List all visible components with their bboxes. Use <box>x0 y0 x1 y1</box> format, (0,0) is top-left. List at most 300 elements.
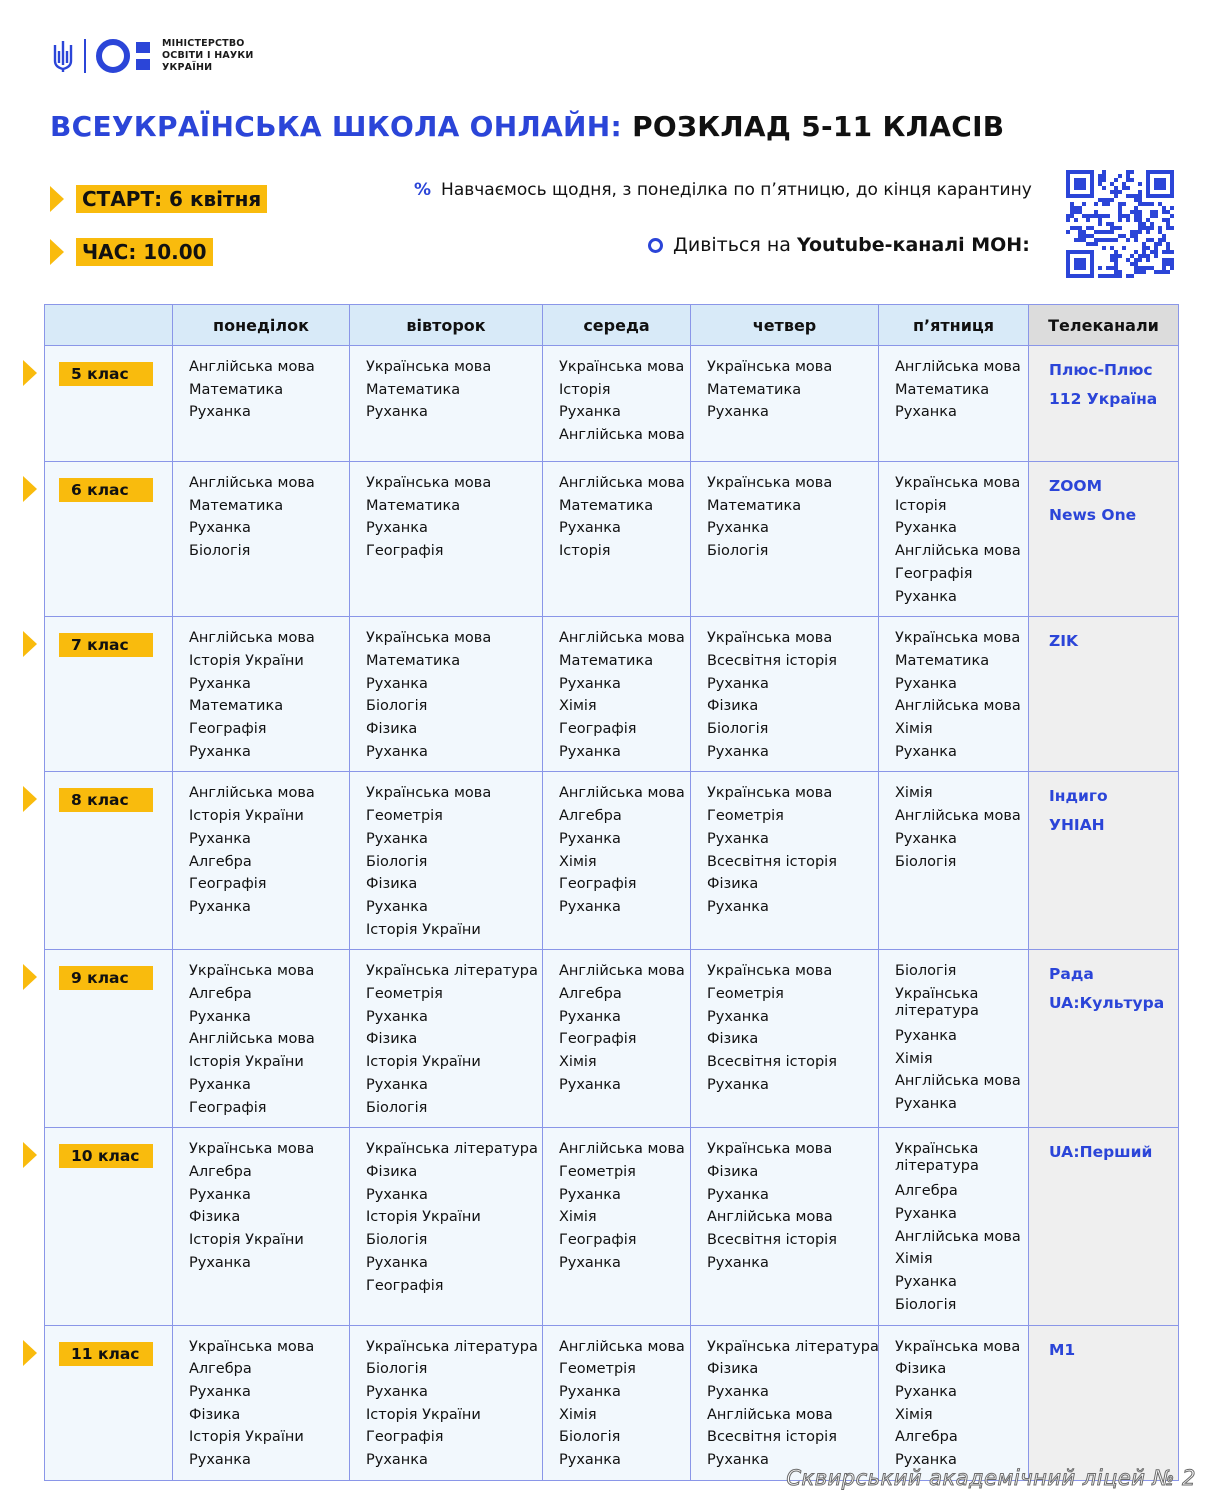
title-part-1: ВСЕУКРАЇНСЬКА ШКОЛА ОНЛАЙН: <box>50 110 623 143</box>
day-cell <box>543 1128 691 1325</box>
start-badge: СТАРТ: 6 квітня <box>76 185 267 213</box>
subject-item: Біологія <box>559 1429 621 1446</box>
subject-item: Хімія <box>895 721 933 738</box>
subject-item: Англійська мова <box>895 1073 1021 1090</box>
study-info-text: Навчаємось щодня, з понеділка по п’ятницю, до кінця карантину <box>441 180 1032 200</box>
subject-item: Руханка <box>707 520 769 537</box>
subject-item: Математика <box>559 497 654 514</box>
subject-item: Руханка <box>366 1008 428 1025</box>
ministry-logo <box>52 36 254 76</box>
subject-item: Всесвітня історія <box>707 1429 837 1446</box>
class-label: 9 клас <box>59 966 153 990</box>
circle-icon <box>648 238 663 253</box>
day-cell <box>879 950 1029 1128</box>
subject-item: Алгебра <box>189 853 252 870</box>
subject-item: Руханка <box>707 1383 769 1400</box>
subject-item: Українська мова <box>366 785 492 802</box>
day-cell <box>173 950 350 1128</box>
subject-item: Хімія <box>559 1209 597 1226</box>
class-cell <box>45 346 173 462</box>
subject-item: Географія <box>559 1031 637 1048</box>
class-cell <box>45 950 173 1128</box>
subject-item: Фізика <box>189 1406 241 1423</box>
tv-channels-cell <box>1029 462 1179 617</box>
subject-item: Руханка <box>707 1452 769 1469</box>
subject-item: Руханка <box>189 1076 251 1093</box>
subject-item: Руханка <box>366 1254 428 1271</box>
tv-channel-link[interactable]: ZOOM <box>1049 477 1103 495</box>
subject-item: Фізика <box>707 1031 759 1048</box>
subject-item: Руханка <box>366 1383 428 1400</box>
subject-item: Руханка <box>559 1383 621 1400</box>
day-cell <box>543 617 691 772</box>
subject-item: Геометрія <box>559 1163 636 1180</box>
subject-item: Руханка <box>366 1186 428 1203</box>
day-cell <box>350 1128 543 1325</box>
day-cell <box>879 462 1029 617</box>
subject-item: Англійська мова <box>189 475 315 491</box>
title-part-2: РОЗКЛАД 5-11 КЛАСІВ <box>632 110 1005 143</box>
subject-item: Англійська мова <box>895 808 1021 825</box>
day-cell <box>691 462 879 617</box>
ministry-name <box>162 38 254 74</box>
class-column-header <box>45 305 173 346</box>
subject-item: Хімія <box>559 698 597 715</box>
arrow-icon <box>23 360 37 386</box>
subject-item: Українська мова <box>366 359 492 375</box>
tv-channel-link[interactable]: UA:Культура <box>1049 994 1165 1013</box>
subject-item: Англійська мова <box>559 427 685 444</box>
subject-item: Руханка <box>707 830 769 847</box>
subject-item: Руханка <box>707 1008 769 1025</box>
subject-item: Алгебра <box>895 1429 958 1446</box>
subject-item: Фізика <box>707 1163 759 1180</box>
subject-item: Фізика <box>366 721 418 738</box>
day-cell <box>691 346 879 462</box>
subject-item: Руханка <box>707 898 769 915</box>
day-cell <box>173 462 350 617</box>
subject-item: Руханка <box>189 1186 251 1203</box>
subject-item: Руханка <box>895 1028 957 1045</box>
subject-item: Геометрія <box>559 1361 636 1378</box>
subject-item: Історія <box>559 543 611 560</box>
subject-item: Руханка <box>366 404 428 421</box>
subject-item: Руханка <box>366 898 428 915</box>
subject-item: Географія <box>189 1099 267 1116</box>
subject-item: Географія <box>366 1429 444 1446</box>
subject-item: Англійська мова <box>189 630 315 647</box>
subject-item: Фізика <box>189 1209 241 1226</box>
subject-item: Руханка <box>189 1008 251 1025</box>
subject-item: Хімія <box>895 1406 933 1423</box>
percent-icon: % <box>414 180 432 200</box>
tv-channel-link[interactable]: News One <box>1049 506 1137 524</box>
subject-item: Алгебра <box>559 808 622 825</box>
subject-item: Руханка <box>559 1452 621 1469</box>
subject-item: Руханка <box>895 1383 957 1400</box>
subject-item: Руханка <box>189 1383 251 1400</box>
subject-item: Руханка <box>189 1452 251 1469</box>
subject-item: Українська мова <box>366 475 492 491</box>
subject-item: Руханка <box>189 743 251 760</box>
day-cell <box>173 617 350 772</box>
subject-item: Алгебра <box>189 1361 252 1378</box>
arrow-icon <box>23 964 37 990</box>
subject-item: Руханка <box>189 898 251 915</box>
day-cell <box>173 1128 350 1325</box>
subject-item: Руханка <box>895 830 957 847</box>
subject-item: Фізика <box>366 1031 418 1048</box>
subject-item: Фізика <box>707 876 759 893</box>
class-label: 10 клас <box>59 1144 153 1168</box>
subject-item: Математика <box>189 381 284 398</box>
subject-item: Географія <box>189 721 267 738</box>
subject-item: Руханка <box>895 1274 957 1291</box>
subject-item: Географія <box>189 876 267 893</box>
subject-item: Історія <box>895 497 947 514</box>
subject-item: Українська мова <box>707 963 833 980</box>
subject-item: Українська мова <box>189 1141 315 1158</box>
day-cell <box>691 1128 879 1325</box>
watch-info <box>648 234 1030 256</box>
tv-channels-cell <box>1029 1128 1179 1325</box>
subject-item: Біологія <box>189 543 251 560</box>
subject-item: Руханка <box>189 520 251 537</box>
subject-item: Українська література <box>366 963 538 980</box>
subject-item: Руханка <box>559 520 621 537</box>
class-cell <box>45 1128 173 1325</box>
subject-item: Англійська мова <box>189 785 315 802</box>
day-cell <box>350 1325 543 1480</box>
subject-item: Географія <box>559 721 637 738</box>
youtube-channel-link[interactable]: Youtube-каналі МОН: <box>796 234 1030 256</box>
page-title <box>50 110 1004 143</box>
tv-channels-cell <box>1029 346 1179 462</box>
subject-item: Математика <box>189 497 284 514</box>
subject-item: Історія України <box>189 808 304 825</box>
subject-item: Українська мова <box>559 359 685 375</box>
moe-mark-icon <box>96 39 150 73</box>
day-header: середа <box>543 305 691 346</box>
subject-item: Всесвітня історія <box>707 1232 837 1249</box>
subject-item: Біологія <box>366 1099 428 1116</box>
class-cell <box>45 462 173 617</box>
subject-item: Географія <box>366 1277 444 1294</box>
subject-item: Всесвітня історія <box>707 853 837 870</box>
subject-item: Англійська мова <box>895 543 1021 560</box>
subject-item: Англійська мова <box>189 359 315 375</box>
subject-item: Фізика <box>707 698 759 715</box>
subject-item: Руханка <box>366 520 428 537</box>
subject-item: Руханка <box>189 830 251 847</box>
subject-item: Математика <box>559 652 654 669</box>
subject-item: Біологія <box>895 1296 957 1313</box>
class-cell <box>45 1325 173 1480</box>
subject-item: Історія України <box>189 1054 304 1071</box>
subject-item: Руханка <box>366 830 428 847</box>
class-cell <box>45 617 173 772</box>
subject-item: Хімія <box>559 853 597 870</box>
day-cell <box>879 772 1029 950</box>
day-cell <box>691 617 879 772</box>
tv-channel-link[interactable]: 112 Україна <box>1049 390 1158 408</box>
day-header: понеділок <box>173 305 350 346</box>
subject-item: Українська література <box>895 1141 979 1175</box>
table-row <box>45 462 1179 617</box>
day-header: вівторок <box>350 305 543 346</box>
subject-item: Біологія <box>366 1232 428 1249</box>
subject-item: Хімія <box>559 1054 597 1071</box>
day-cell <box>543 1325 691 1480</box>
subject-item: Руханка <box>707 1076 769 1093</box>
subject-item: Руханка <box>189 1254 251 1271</box>
subject-item: Математика <box>707 497 802 514</box>
subject-item: Географія <box>366 543 444 560</box>
subject-item: Українська мова <box>895 475 1021 491</box>
day-cell <box>879 617 1029 772</box>
subject-item: Історія України <box>189 1429 304 1446</box>
subject-item: Англійська мова <box>189 1031 315 1048</box>
subject-item: Англійська мова <box>895 1228 1021 1245</box>
subject-item: Математика <box>895 652 990 669</box>
subject-item: Історія України <box>366 921 481 938</box>
day-cell <box>350 772 543 950</box>
watch-prefix: Дивіться на <box>673 234 791 256</box>
subject-item: Руханка <box>559 1254 621 1271</box>
subject-item: Руханка <box>366 743 428 760</box>
subject-item: Українська мова <box>707 785 833 802</box>
day-cell <box>173 772 350 950</box>
tv-channels-cell <box>1029 617 1179 772</box>
day-header: п’ятниця <box>879 305 1029 346</box>
subject-item: Історія України <box>366 1406 481 1423</box>
table-row <box>45 950 1179 1128</box>
subject-item: Руханка <box>559 1076 621 1093</box>
subject-item: Українська мова <box>707 475 833 491</box>
subject-item: Українська література <box>366 1338 538 1355</box>
subject-item: Руханка <box>559 404 621 421</box>
subject-item: Англійська мова <box>559 475 685 491</box>
tv-channel-link[interactable]: UA:Перший <box>1049 1143 1153 1162</box>
subject-item: Математика <box>366 497 461 514</box>
subject-item: Українська література <box>895 986 979 1020</box>
subject-item: Хімія <box>559 1406 597 1423</box>
study-info <box>414 180 1032 200</box>
day-cell <box>350 462 543 617</box>
day-cell <box>691 1325 879 1480</box>
subject-item: Всесвітня історія <box>707 1054 837 1071</box>
tv-channel-link[interactable]: УНІАН <box>1049 816 1105 835</box>
qr-code-icon[interactable] <box>1066 170 1174 278</box>
arrow-icon <box>23 786 37 812</box>
subject-item: Біологія <box>366 698 428 715</box>
ministry-name-line: МІНІСТЕРСТВО <box>162 38 245 49</box>
subject-item: Алгебра <box>559 986 622 1003</box>
class-label: 7 клас <box>59 633 153 657</box>
subject-item: Українська література <box>366 1141 538 1158</box>
tv-channel-link[interactable]: Плюс-Плюс <box>1049 361 1153 379</box>
table-header-row <box>45 305 1179 346</box>
trident-icon <box>52 39 74 73</box>
subject-item: Хімія <box>895 1251 933 1268</box>
subject-item: Руханка <box>559 1186 621 1203</box>
tv-channel-link[interactable]: Рада <box>1049 965 1094 984</box>
subject-item: Руханка <box>559 830 621 847</box>
logo-separator <box>84 39 86 73</box>
subject-item: Українська мова <box>189 963 315 980</box>
tv-channel-link[interactable]: Індиго <box>1049 787 1108 806</box>
tv-channel-link[interactable]: M1 <box>1049 1340 1076 1359</box>
class-label: 5 клас <box>59 362 153 386</box>
arrow-icon <box>23 476 37 502</box>
arrow-icon <box>23 1340 37 1366</box>
arrow-icon <box>23 1142 37 1168</box>
subject-item: Англійська мова <box>559 785 685 802</box>
subject-item: Руханка <box>366 675 428 692</box>
subject-item: Українська мова <box>707 359 833 375</box>
subject-item: Руханка <box>366 1076 428 1093</box>
subject-item: Англійська мова <box>895 359 1021 375</box>
day-header: четвер <box>691 305 879 346</box>
tv-channels-header: Телеканали <box>1029 305 1179 346</box>
subject-item: Географія <box>559 876 637 893</box>
subject-item: Математика <box>707 381 802 398</box>
subject-item: Геометрія <box>366 986 443 1003</box>
subject-item: Географія <box>895 565 973 582</box>
arrow-icon <box>50 239 64 265</box>
day-cell <box>350 346 543 462</box>
day-cell <box>350 617 543 772</box>
subject-item: Хімія <box>895 785 933 802</box>
table-row <box>45 772 1179 950</box>
subject-item: Англійська мова <box>559 1141 685 1158</box>
day-cell <box>350 950 543 1128</box>
subject-item: Українська мова <box>189 1338 315 1355</box>
subject-item: Руханка <box>559 1008 621 1025</box>
tv-channels-cell <box>1029 772 1179 950</box>
subject-item: Англійська мова <box>559 963 685 980</box>
day-cell <box>173 346 350 462</box>
ministry-name-line: ОСВІТИ І НАУКИ <box>162 50 254 61</box>
day-cell <box>879 1128 1029 1325</box>
subject-item: Руханка <box>559 898 621 915</box>
subject-item: Руханка <box>895 588 957 605</box>
arrow-icon <box>23 631 37 657</box>
subject-item: Історія <box>559 381 611 398</box>
subject-item: Біологія <box>895 853 957 870</box>
table-row <box>45 617 1179 772</box>
subject-item: Біологія <box>707 721 769 738</box>
day-cell <box>543 462 691 617</box>
subject-item: Англійська мова <box>559 630 685 647</box>
subject-item: Історія України <box>366 1054 481 1071</box>
subject-item: Біологія <box>895 963 957 980</box>
subject-item: Руханка <box>707 1186 769 1203</box>
subject-item: Біологія <box>366 1361 428 1378</box>
subject-item: Руханка <box>895 743 957 760</box>
subject-item: Руханка <box>707 675 769 692</box>
table-row <box>45 346 1179 462</box>
day-cell <box>879 346 1029 462</box>
subject-item: Математика <box>366 652 461 669</box>
subject-item: Руханка <box>895 675 957 692</box>
subject-item: Руханка <box>895 1096 957 1113</box>
subject-item: Руханка <box>895 520 957 537</box>
time-badge: ЧАС: 10.00 <box>76 238 213 266</box>
subject-item: Руханка <box>366 1452 428 1469</box>
subject-item: Українська мова <box>366 630 492 647</box>
subject-item: Руханка <box>707 404 769 421</box>
class-label: 6 клас <box>59 478 153 502</box>
subject-item: Історія України <box>189 1232 304 1249</box>
time-row <box>50 238 213 266</box>
subject-item: Геометрія <box>366 808 443 825</box>
subject-item: Біологія <box>707 543 769 560</box>
subject-item: Фізика <box>895 1361 947 1378</box>
ministry-name-line: УКРАЇНИ <box>162 62 213 73</box>
subject-item: Фізика <box>366 1163 418 1180</box>
subject-item: Українська мова <box>707 630 833 647</box>
subject-item: Математика <box>366 381 461 398</box>
subject-item: Англійська мова <box>707 1406 833 1423</box>
subject-item: Українська мова <box>895 630 1021 647</box>
subject-item: Руханка <box>707 743 769 760</box>
day-cell <box>173 1325 350 1480</box>
subject-item: Руханка <box>189 675 251 692</box>
tv-channels-cell <box>1029 950 1179 1128</box>
subject-item: Руханка <box>895 1205 957 1222</box>
day-cell <box>543 346 691 462</box>
subject-item: Геометрія <box>707 808 784 825</box>
day-cell <box>691 950 879 1128</box>
subject-item: Географія <box>559 1232 637 1249</box>
subject-item: Руханка <box>559 743 621 760</box>
subject-item: Математика <box>189 698 284 715</box>
day-cell <box>691 772 879 950</box>
subject-item: Алгебра <box>895 1183 958 1200</box>
subject-item: Руханка <box>895 1452 957 1469</box>
subject-item: Руханка <box>559 675 621 692</box>
start-row <box>50 185 267 213</box>
subject-item: Українська мова <box>707 1141 833 1158</box>
subject-item: Алгебра <box>189 1163 252 1180</box>
tv-channel-link[interactable]: ZIK <box>1049 632 1079 651</box>
subject-item: Фізика <box>366 876 418 893</box>
subject-item: Руханка <box>189 404 251 421</box>
subject-item: Історія України <box>366 1209 481 1226</box>
subject-item: Математика <box>895 381 990 398</box>
subject-item: Історія України <box>189 652 304 669</box>
table-row <box>45 1128 1179 1325</box>
subject-item: Алгебра <box>189 986 252 1003</box>
day-cell <box>879 1325 1029 1480</box>
subject-item: Англійська мова <box>707 1209 833 1226</box>
subject-item: Геометрія <box>707 986 784 1003</box>
schedule-table <box>44 304 1179 1481</box>
arrow-icon <box>50 186 64 212</box>
subject-item: Руханка <box>707 1254 769 1271</box>
day-cell <box>543 950 691 1128</box>
school-footer: Сквирський академічний ліцей № 2 <box>786 1466 1196 1490</box>
class-label: 8 клас <box>59 788 153 812</box>
subject-item: Англійська мова <box>895 698 1021 715</box>
subject-item: Фізика <box>707 1361 759 1378</box>
class-label: 11 клас <box>59 1342 153 1366</box>
subject-item: Українська мова <box>895 1338 1021 1355</box>
day-cell <box>543 772 691 950</box>
subject-item: Українська література <box>707 1338 879 1355</box>
table-row <box>45 1325 1179 1480</box>
